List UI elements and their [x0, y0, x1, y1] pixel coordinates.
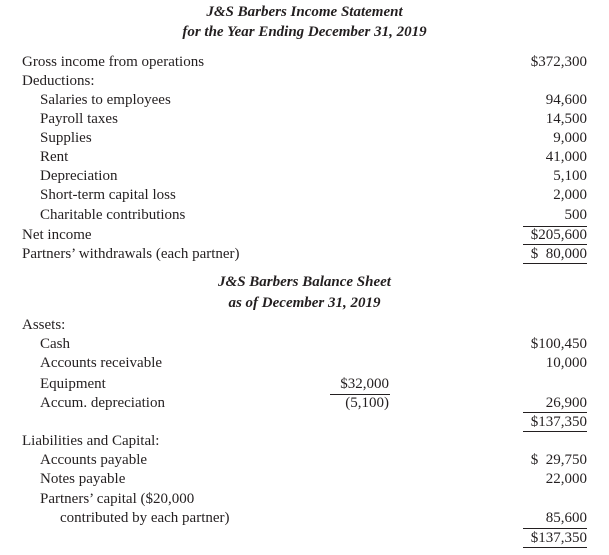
deductions-heading-row: [0, 71, 609, 91]
deduction-label: Payroll taxes: [40, 111, 118, 127]
notes-payable-value: 22,000: [545, 471, 587, 487]
deduction-row: [0, 109, 609, 129]
accum-depreciation-row: [0, 393, 609, 413]
accum-depreciation-mid: (5,100): [345, 395, 389, 411]
deduction-label: Depreciation: [40, 168, 118, 184]
partners-capital-value: 85,600: [545, 510, 587, 526]
liabilities-heading-row: [0, 431, 609, 451]
deduction-row: [0, 185, 609, 205]
gross-income-value: $372,300: [530, 54, 587, 70]
gross-income-label: Gross income from operations: [22, 54, 205, 70]
partners-capital-row: [0, 489, 609, 509]
net-income-row: [0, 225, 609, 245]
total-liabilities-capital-value: $137,350: [530, 530, 587, 546]
accounts-receivable-value: 10,000: [545, 355, 587, 371]
net-income-label: Net income: [22, 227, 92, 243]
net-equipment-value: 26,900: [545, 395, 587, 411]
deduction-value: 9,000: [553, 130, 587, 146]
cash-label: Cash: [40, 336, 70, 352]
total-assets-row: [0, 412, 609, 432]
net-income-value: $205,600: [530, 227, 587, 243]
accounts-receivable-label: Accounts receivable: [40, 355, 163, 371]
equipment-value: $32,000: [340, 376, 389, 392]
total-liabilities-capital-row: [0, 528, 609, 548]
deduction-row: [0, 166, 609, 186]
cash-value: $100,450: [530, 336, 587, 352]
deduction-row: [0, 147, 609, 167]
assets-heading: Assets:: [22, 317, 66, 333]
deduction-row: [0, 128, 609, 148]
accounts-receivable-row: [0, 353, 609, 373]
deduction-value: 94,600: [545, 92, 587, 108]
deduction-label: Salaries to employees: [40, 92, 171, 108]
equipment-label: Equipment: [40, 376, 106, 392]
equipment-row: [0, 374, 609, 394]
partners-capital-label: Partners’ capital ($20,000: [40, 491, 195, 507]
deduction-row: [0, 90, 609, 110]
gross-income-row: [0, 52, 609, 72]
withdrawals-underline: [523, 263, 587, 264]
accum-depreciation-label: Accum. depreciation: [40, 395, 165, 411]
deduction-label: Rent: [40, 149, 69, 165]
notes-payable-row: [0, 469, 609, 489]
partners-capital-label-2: contributed by each partner): [60, 510, 230, 526]
withdrawals-label: Partners’ withdrawals (each partner): [22, 246, 240, 262]
deduction-value: 14,500: [545, 111, 587, 127]
balance-sheet-subtitle: as of December 31, 2019: [228, 295, 381, 311]
accounts-payable-row: [0, 450, 609, 470]
deduction-value: 2,000: [553, 187, 587, 203]
deduction-value: 41,000: [545, 149, 587, 165]
deduction-row: [0, 205, 609, 225]
deductions-heading: Deductions:: [22, 73, 95, 89]
deduction-value: 500: [564, 207, 587, 223]
income-statement-title: J&S Barbers Income Statement: [206, 4, 403, 20]
deduction-label: Charitable contributions: [40, 207, 186, 223]
total-assets-value: $137,350: [530, 414, 587, 430]
withdrawals-row: [0, 244, 609, 264]
assets-heading-row: [0, 315, 609, 335]
withdrawals-value: $ 80,000: [530, 246, 587, 262]
cash-row: [0, 334, 609, 354]
accounts-payable-label: Accounts payable: [40, 452, 148, 468]
deduction-label: Short-term capital loss: [40, 187, 176, 203]
deduction-value: 5,100: [553, 168, 587, 184]
balance-sheet-title: J&S Barbers Balance Sheet: [218, 274, 391, 290]
accounts-payable-value: $ 29,750: [530, 452, 587, 468]
notes-payable-label: Notes payable: [40, 471, 126, 487]
total-liabilities-capital-underline: [523, 547, 587, 548]
deduction-label: Supplies: [40, 130, 92, 146]
partners-capital-row-2: [0, 508, 609, 528]
income-statement-subtitle: for the Year Ending December 31, 2019: [182, 24, 427, 40]
liabilities-heading: Liabilities and Capital:: [22, 433, 160, 449]
